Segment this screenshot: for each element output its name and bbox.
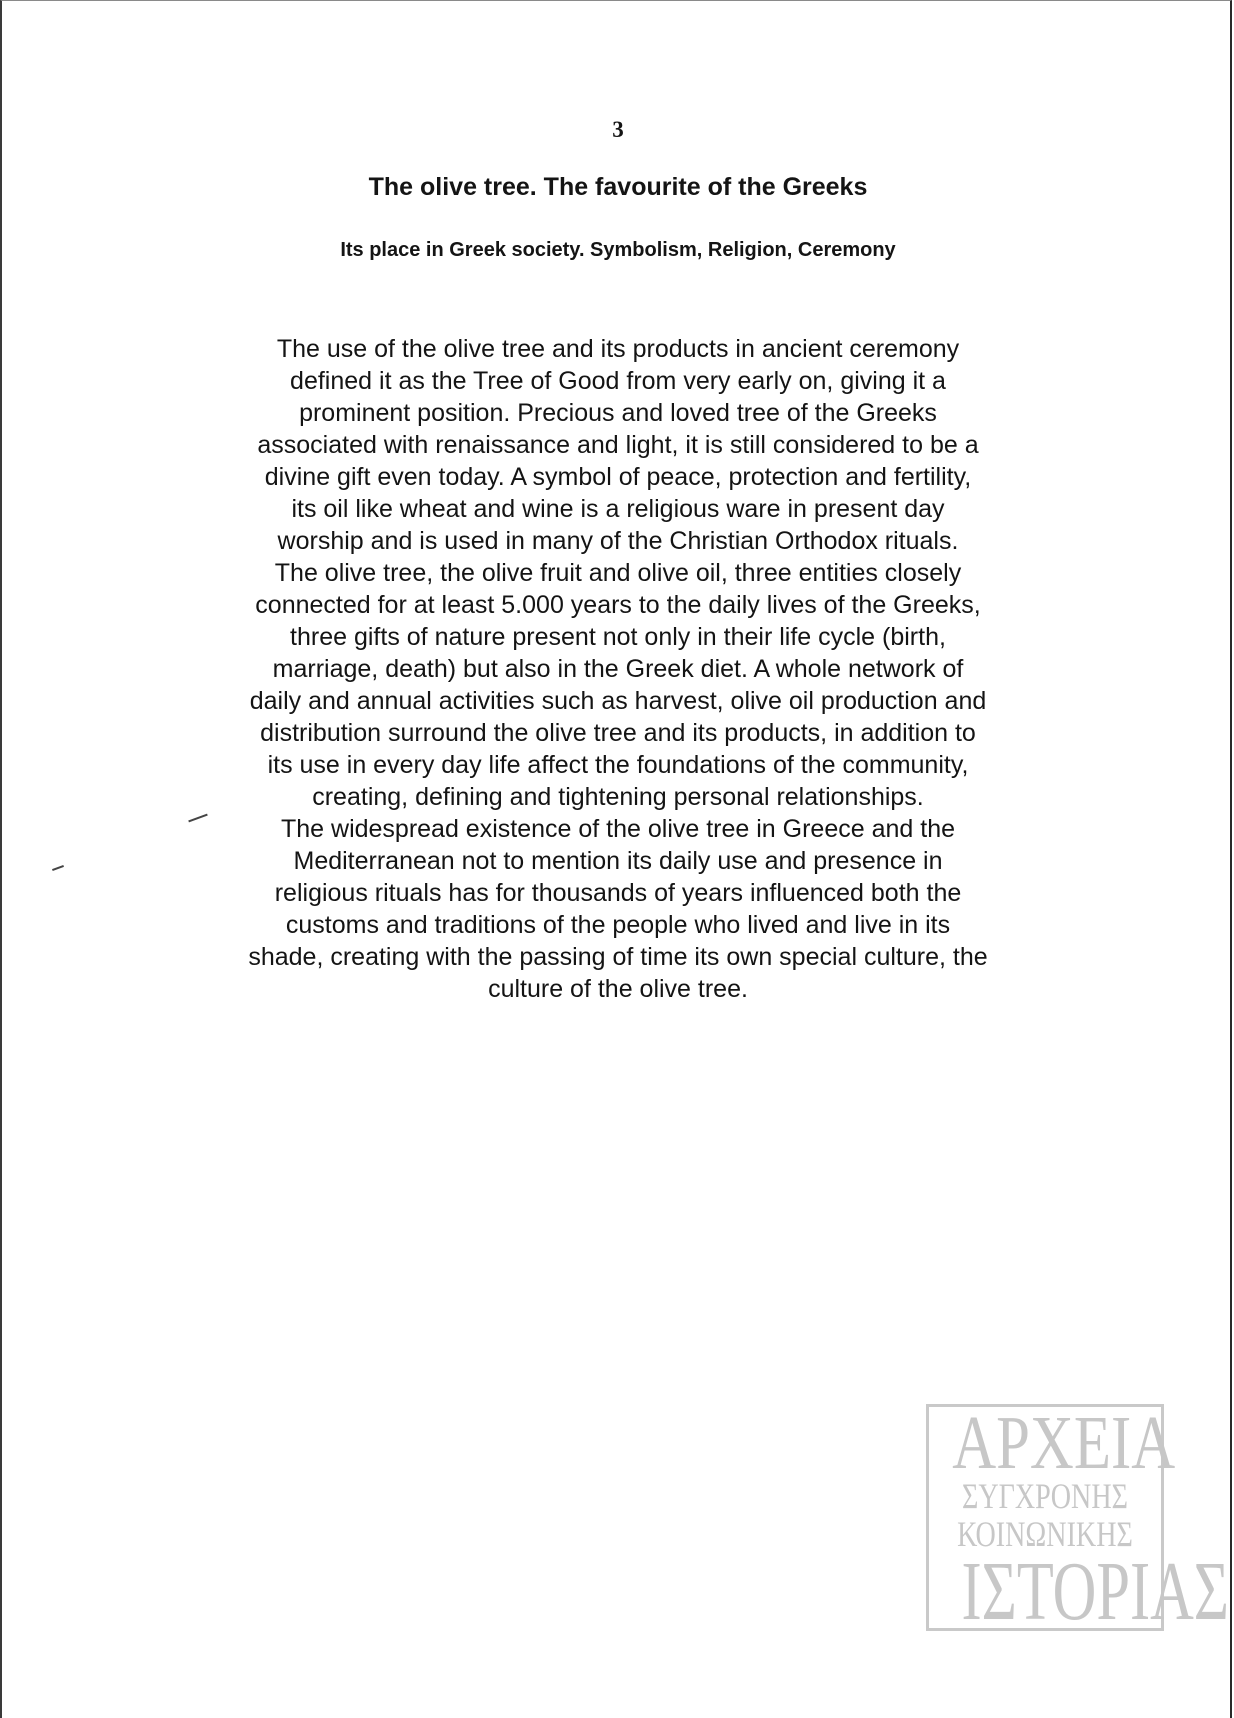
text-line: its use in every day life affect the foundations of the community, [267, 751, 969, 779]
text-line: three gifts of nature present not only in their life cycle (birth, [290, 623, 946, 651]
text-line: associated with renaissance and light, it is still considered to be a [257, 431, 979, 459]
body-paragraph [152, 333, 1084, 1005]
document-subtitle: Its place in Greek society. Symbolism, Religion, Ceremony [340, 239, 896, 261]
text-line: religious rituals has for thousands of years influenced both the [274, 879, 962, 907]
document-title: The olive tree. The favourite of the Greeks [368, 173, 868, 201]
text-line: shade, creating with the passing of time its own special culture, the [248, 943, 988, 971]
text-line: The use of the olive tree and its products in ancient ceremony [276, 335, 960, 363]
archive-watermark-stamp [926, 1401, 1230, 1638]
text-line: defined it as the Tree of Good from very early on, giving it a [290, 367, 946, 395]
watermark-line: ΚΟΙΝΩΝΙΚΗΣ [957, 1514, 1133, 1554]
text-line: customs and traditions of the people who lived and live in its [285, 911, 951, 939]
page-number: 3 [612, 117, 624, 142]
text-line: creating, defining and tightening personal relationships. [312, 783, 924, 811]
text-line: marriage, death) but also in the Greek diet. A whole network of [272, 655, 964, 683]
text-line: prominent position. Precious and loved tree of the Greeks [299, 399, 937, 427]
text-line: culture of the olive tree. [488, 975, 748, 1003]
text-line: its oil like wheat and wine is a religious ware in present day [291, 495, 945, 523]
text-line: distribution surround the olive tree and its products, in addition to [260, 719, 976, 747]
text-line: daily and annual activities such as harvest, olive oil production and [249, 687, 987, 715]
text-line: Mediterranean not to mention its daily use and presence in [293, 847, 943, 875]
text-line: The olive tree, the olive fruit and olive oil, three entities closely [274, 559, 962, 587]
watermark-line: ΣΥΓΧΡΟΝΗΣ [962, 1476, 1128, 1516]
watermark-line: ΙΣΤΟΡΙΑΣ [961, 1545, 1230, 1638]
text-line: connected for at least 5.000 years to the daily lives of the Greeks, [255, 591, 981, 619]
text-line: divine gift even today. A symbol of peace, protection and fertility, [264, 463, 972, 491]
scan-speck [52, 865, 64, 871]
watermark-line: ΑΡΧΕΙΑ [952, 1401, 1176, 1485]
text-line: The widespread existence of the olive tree in Greece and the [280, 815, 955, 843]
text-line: worship and is used in many of the Christian Orthodox rituals. [277, 527, 959, 555]
